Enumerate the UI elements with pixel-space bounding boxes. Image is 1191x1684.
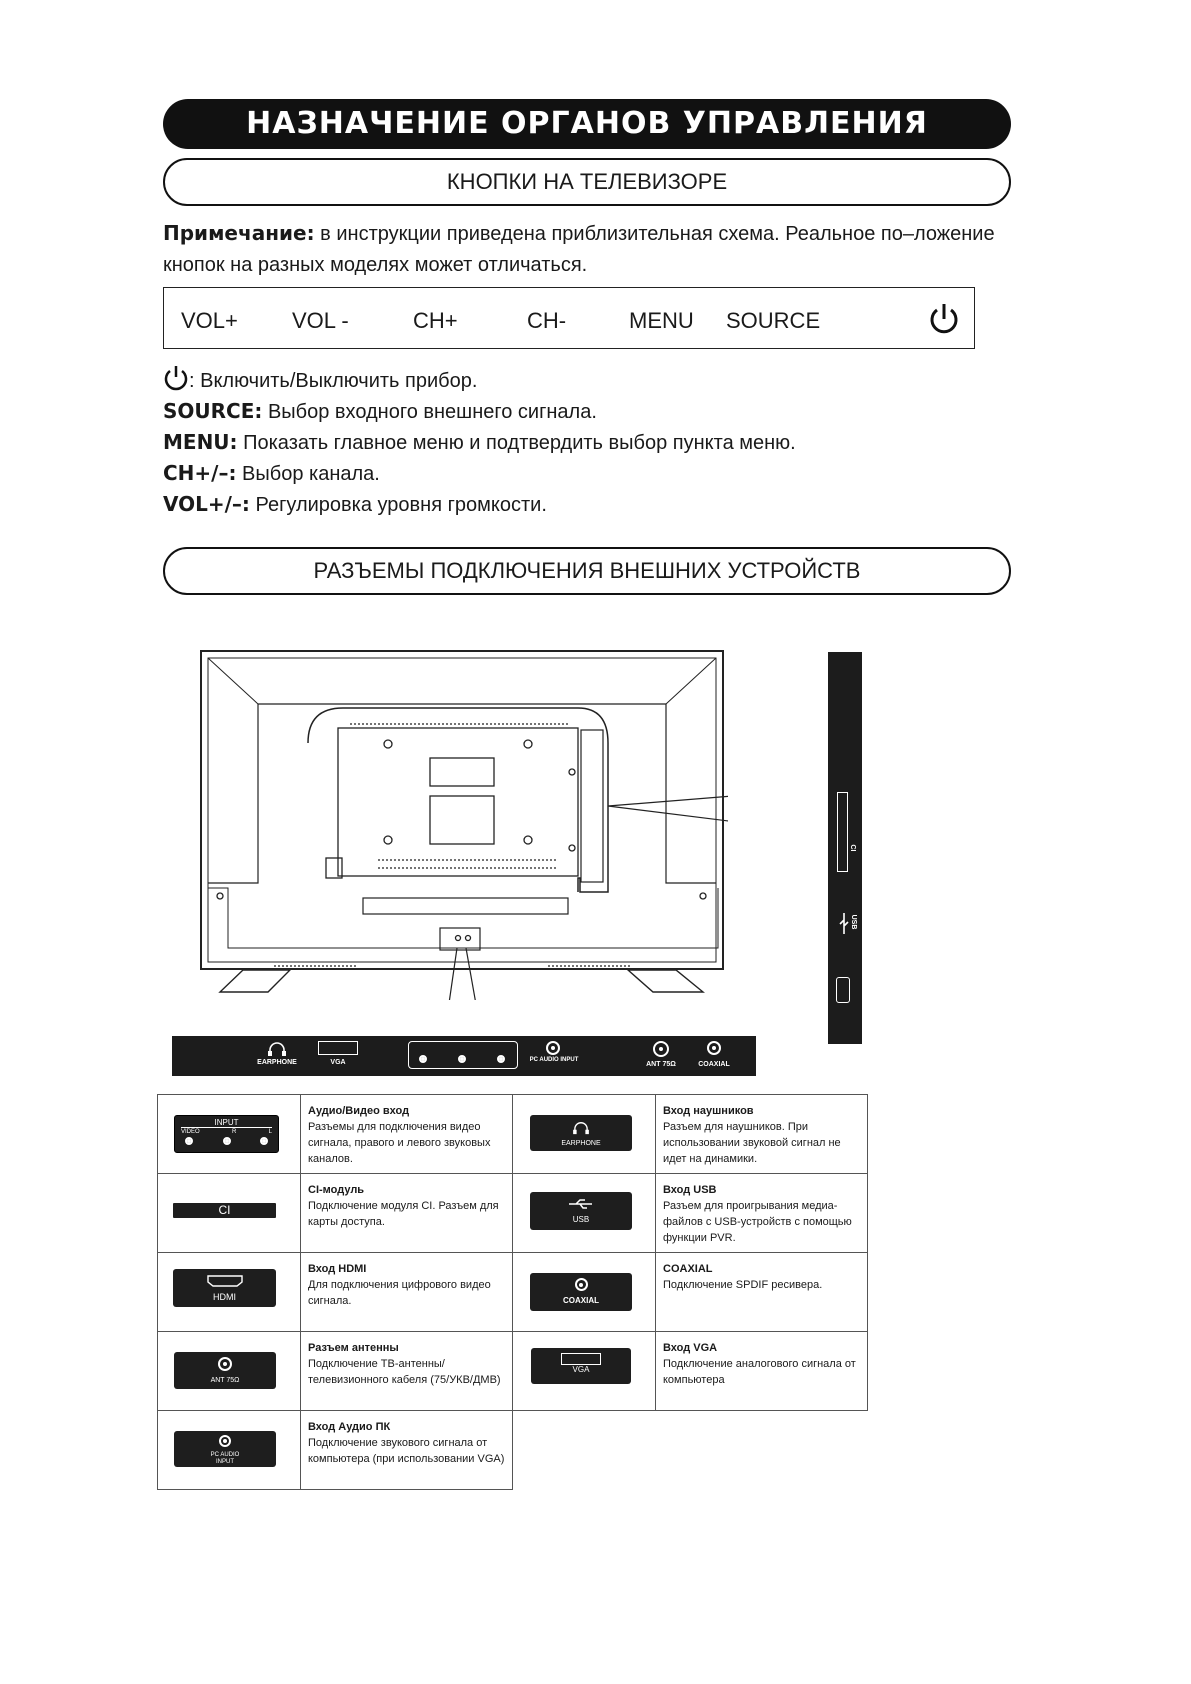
- strip-coaxial-label: COAXIAL: [698, 1061, 730, 1068]
- text-cell: [301, 1411, 513, 1490]
- pc-audio-jack-icon: [219, 1435, 231, 1447]
- ci-plate: CI: [173, 1203, 276, 1218]
- plate-label: HDMI: [213, 1292, 236, 1302]
- connector-text: Разъем для наушников. При использовании звуковой сигнал не идет на динамики.: [663, 1121, 841, 1165]
- plate-r-label: R: [231, 1129, 237, 1135]
- desc-ch-key: CH+/–:: [163, 461, 237, 485]
- plate-label: VGA: [572, 1365, 590, 1374]
- icon-cell: [158, 1411, 301, 1490]
- power-icon: [163, 365, 189, 391]
- table-row: [158, 1332, 868, 1411]
- connector-title: COAXIAL: [663, 1263, 713, 1275]
- pc-audio-plate: [174, 1431, 276, 1467]
- desc-source-key: SOURCE:: [163, 399, 263, 423]
- vga-plate: [531, 1348, 631, 1384]
- hdmi-icon: [207, 1275, 243, 1287]
- icon-cell: [158, 1253, 301, 1332]
- antenna-jack-icon: [218, 1357, 232, 1371]
- connector-text: Подключение аналогового сигнала от компьютера: [663, 1358, 856, 1386]
- plate-l-label: L: [268, 1129, 272, 1135]
- icon-cell: [158, 1332, 301, 1411]
- text-cell: [301, 1332, 513, 1411]
- bottom-connector-panel: [172, 1036, 756, 1076]
- icon-cell: [158, 1095, 301, 1174]
- headphones-icon: [572, 1121, 590, 1135]
- icon-cell: [513, 1095, 656, 1174]
- audio-right-jack-icon: [223, 1137, 231, 1145]
- connector-text: Разъем для проигрывания медиа-файлов с USB-устройств с помощью функции PVR.: [663, 1200, 852, 1244]
- panel-button-ch-minus: CH-: [527, 308, 567, 333]
- plate-label: PC AUDIO INPUT: [210, 1452, 240, 1465]
- tv-back-illustration: [198, 648, 728, 1000]
- desc-power-text: : Включить/Выключить прибор.: [189, 370, 478, 392]
- note-label: Примечание:: [163, 221, 315, 245]
- headphones-icon: [267, 1041, 287, 1057]
- plate-label: USB: [572, 1215, 590, 1224]
- usb-icon: [568, 1198, 594, 1210]
- panel-button-vol-minus: VOL -: [292, 308, 349, 333]
- section-heading-connectors: РАЗЪЕМЫ ПОДКЛЮЧЕНИЯ ВНЕШНИХ УСТРОЙСТВ: [163, 547, 1011, 595]
- section-heading-buttons: КНОПКИ НА ТЕЛЕВИЗОРЕ: [163, 158, 1011, 206]
- text-cell: [656, 1174, 868, 1253]
- text-cell: [656, 1332, 868, 1411]
- table-row: [158, 1253, 868, 1332]
- antenna-plate: [174, 1352, 276, 1389]
- button-descriptions: [163, 365, 796, 520]
- desc-source-text: Выбор входного внешнего сигнала.: [267, 401, 597, 423]
- icon-cell: [513, 1253, 656, 1332]
- audio-left-jack-icon: [260, 1137, 268, 1145]
- icon-cell: [158, 1174, 301, 1253]
- plate-label: ANT 75Ω: [210, 1377, 240, 1384]
- connector-title: CI-модуль: [308, 1184, 365, 1196]
- coaxial-jack-icon: [575, 1278, 588, 1291]
- usb-plate: [530, 1192, 632, 1230]
- text-cell: [656, 1095, 868, 1174]
- connector-title: Разъем антенны: [308, 1342, 399, 1354]
- connector-text: Подключение SPDIF ресивера.: [663, 1279, 823, 1291]
- side-connector-panel: [828, 652, 862, 1044]
- connector-text: Подключение звукового сигнала от компьютера (при использовании VGA): [308, 1437, 505, 1465]
- plate-label: EARPHONE: [561, 1140, 601, 1147]
- panel-button-menu: MENU: [629, 308, 694, 333]
- panel-button-vol-plus: VOL+: [181, 308, 238, 333]
- connector-title: Вход VGA: [663, 1342, 718, 1354]
- note-text: в инструкции приведена приблизительная схема. Реальное по–ложение кнопок на разных моделях может отличаться.: [163, 223, 995, 276]
- desc-vol-text: Регулировка уровня громкости.: [255, 494, 547, 516]
- empty-cell: [513, 1411, 868, 1490]
- av-input-plate: [174, 1115, 279, 1153]
- table-row: [158, 1174, 868, 1253]
- icon-cell: [513, 1332, 656, 1411]
- pc-audio-jack-icon: [546, 1041, 560, 1055]
- connector-title: Вход USB: [663, 1184, 717, 1196]
- strip-vga-label: VGA: [330, 1059, 346, 1066]
- tv-button-panel: [163, 287, 975, 349]
- plate-video-label: VIDEO: [181, 1129, 200, 1135]
- table-row: [158, 1095, 868, 1174]
- audio-right-jack-icon: [458, 1055, 466, 1063]
- panel-button-ch-plus: CH+: [413, 308, 458, 333]
- desc-menu: [163, 427, 796, 458]
- text-cell: [656, 1253, 868, 1332]
- icon-cell: [513, 1174, 656, 1253]
- coaxial-plate: [530, 1273, 632, 1311]
- connector-title: Вход наушников: [663, 1105, 754, 1117]
- power-icon: [928, 302, 960, 336]
- text-cell: [301, 1174, 513, 1253]
- connector-text: Подключение модуля CI. Разъем для карты доступа.: [308, 1200, 499, 1228]
- antenna-jack-icon: [653, 1041, 669, 1057]
- connector-table: [157, 1094, 868, 1490]
- desc-ch: [163, 458, 796, 489]
- connector-title: Вход Аудио ПК: [308, 1421, 391, 1433]
- ci-slot-icon: [837, 792, 848, 872]
- note-paragraph: [163, 218, 1018, 281]
- connector-text: Разъемы для подключения видео сигнала, правого и левого звуковых каналов.: [308, 1121, 491, 1165]
- table-row: [158, 1411, 868, 1490]
- hdmi-plate: [173, 1269, 276, 1307]
- strip-ci-label: CI: [849, 844, 856, 852]
- strip-ant-label: ANT 75Ω: [646, 1061, 676, 1068]
- strip-usb-label: USB: [850, 914, 857, 930]
- hdmi-port-icon: [836, 977, 850, 1003]
- plate-label: COAXIAL: [563, 1296, 599, 1305]
- page-title: НАЗНАЧЕНИЕ ОРГАНОВ УПРАВЛЕНИЯ: [163, 99, 1011, 149]
- earphone-plate: [530, 1115, 632, 1151]
- connector-text: Для подключения цифрового видео сигнала.: [308, 1279, 491, 1307]
- plate-input-title: INPUT: [181, 1118, 272, 1128]
- desc-vol-key: VOL+/–:: [163, 492, 250, 516]
- vga-port-icon: [561, 1353, 601, 1365]
- av-input-block: [408, 1041, 518, 1069]
- desc-vol: [163, 489, 796, 520]
- panel-button-source: SOURCE: [726, 308, 821, 333]
- video-jack-icon: [185, 1137, 193, 1145]
- video-jack-icon: [419, 1055, 427, 1063]
- desc-ch-text: Выбор канала.: [242, 463, 380, 485]
- coaxial-jack-icon: [707, 1041, 721, 1055]
- strip-earphone-label: EARPHONE: [257, 1059, 297, 1066]
- audio-left-jack-icon: [497, 1055, 505, 1063]
- desc-source: [163, 396, 796, 427]
- strip-pc-audio-label: PC AUDIO INPUT: [529, 1057, 579, 1063]
- vga-port-icon: [318, 1041, 358, 1055]
- text-cell: [301, 1095, 513, 1174]
- connector-text: Подключение ТВ-антенны/ телевизионного кабеля (75/УКВ/ДМВ): [308, 1358, 501, 1386]
- desc-menu-key: MENU:: [163, 430, 238, 454]
- connector-title: Аудио/Видео вход: [308, 1105, 410, 1117]
- desc-menu-text: Показать главное меню и подтвердить выбор пункта меню.: [243, 432, 796, 454]
- desc-power: [163, 365, 796, 396]
- text-cell: [301, 1253, 513, 1332]
- connector-title: Вход HDMI: [308, 1263, 367, 1275]
